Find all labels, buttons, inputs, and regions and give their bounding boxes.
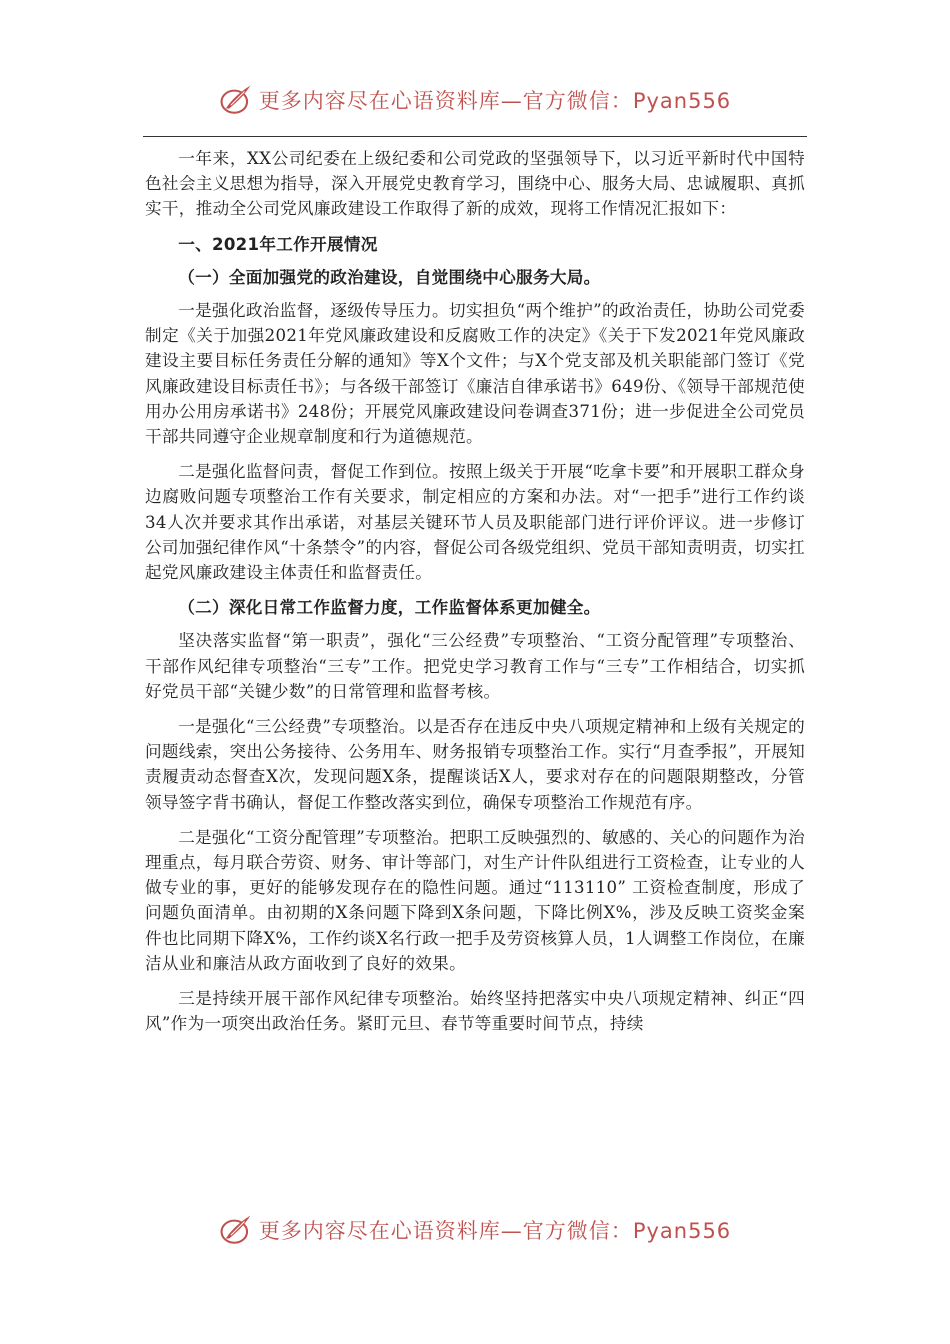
document-body bbox=[145, 146, 805, 1047]
paragraph-6: 三是持续开展干部作风纪律专项整治。始终坚持把落实中央八项规定精神、纠正“四风”作为一项突出政治任务。紧盯元旦、春节等重要时间节点，持续 bbox=[145, 989, 805, 1034]
paragraph-4: 一是强化“三公经费”专项整治。以是否存在违反中央八项规定精神和上级有关规定的问题线索，突出公务接待、公务用车、财务报销专项整治工作。实行“月查季报”，开展知责履责动态督查X次，发现问题X条，提醒谈话X人，要求对存在的问题限期整改，分管领导签字背书确认，督促工作整改落实到位，确保专项整治工作规范有序。 bbox=[145, 717, 805, 812]
quill-logo-icon bbox=[219, 1213, 253, 1247]
header-banner-text: 更多内容尽在心语资料库—官方微信：Pyan556 bbox=[258, 89, 732, 113]
paragraph-2: 二是强化监督问责，督促工作到位。按照上级关于开展“吃拿卡要”和开展职工群众身边腐败问题专项整治工作有关要求，制定相应的方案和办法。对“一把手”进行工作约谈34人次并要求其作出承诺，对基层关键环节人员及职能部门进行评价评议。进一步修订公司加强纪律作风“十条禁令”的内容，督促公司各级党组织、党员干部知责明责，切实扛起党风廉政建设主体责任和监督责任。 bbox=[145, 462, 805, 583]
subsection-heading-1: （一）全面加强党的政治建设，自觉围绕中心服务大局。 bbox=[178, 267, 601, 287]
paragraph-3: 坚决落实监督“第一职责”，强化“三公经费”专项整治、“工资分配管理”专项整治、干部作风纪律专项整治“三专”工作。把党史学习教育工作与“三专”工作相结合，切实抓好党员干部“关键少数”的日常管理和监督考核。 bbox=[145, 631, 805, 701]
quill-logo-icon bbox=[219, 83, 253, 117]
section-heading: 一、2021年工作开展情况 bbox=[178, 234, 378, 254]
header-banner bbox=[0, 78, 950, 122]
paragraph-5: 二是强化“工资分配管理”专项整治。把职工反映强烈的、敏感的、关心的问题作为治理重点，每月联合劳资、财务、审计等部门，对生产计件队组进行工资检查，让专业的人做专业的事，更好的能够发现存在的隐性问题。通过“113110” 工资检查制度，形成了问题负面清单。由初期的X条问题下降到X条问题，下降比例X%，涉及反映工资奖金案件也比同期下降X%，工作约谈X名行政一把手及劳资核算人员，1人调整工作岗位，在廉洁从业和廉洁从政方面收到了良好的效果。 bbox=[145, 827, 805, 973]
subsection-heading-2: （二）深化日常工作监督力度，工作监督体系更加健全。 bbox=[178, 598, 601, 618]
paragraph-1: 一是强化政治监督，逐级传导压力。切实担负“两个维护”的政治责任，协助公司党委制定《关于加强2021年党风廉政建设和反腐败工作的决定》《关于下发2021年党风廉政建设主要目标任务责任分解的通知》等X个文件；与X个党支部及机关职能部门签订《党风廉政建设目标责任书》；与各级干部签订《廉洁自律承诺书》649份、《领导干部规范使用办公用房承诺书》248份；开展党风廉政建设问卷调查371份；进一步促进全公司党员干部共同遵守企业规章制度和行为道德规范。 bbox=[145, 301, 805, 447]
header-divider bbox=[143, 136, 807, 137]
footer-banner bbox=[0, 1208, 950, 1252]
footer-banner-text: 更多内容尽在心语资料库—官方微信：Pyan556 bbox=[258, 1219, 732, 1243]
header-wechat-id: Pyan556 bbox=[632, 89, 732, 113]
intro-paragraph: 一年来，XX公司纪委在上级纪委和公司党政的坚强领导下，以习近平新时代中国特色社会主义思想为指导，深入开展党史教育学习，围绕中心、服务大局、忠诚履职、真抓实干，推动全公司党风廉政建设工作取得了新的成效，现将工作情况汇报如下： bbox=[145, 149, 805, 219]
footer-wechat-id: Pyan556 bbox=[632, 1219, 732, 1243]
